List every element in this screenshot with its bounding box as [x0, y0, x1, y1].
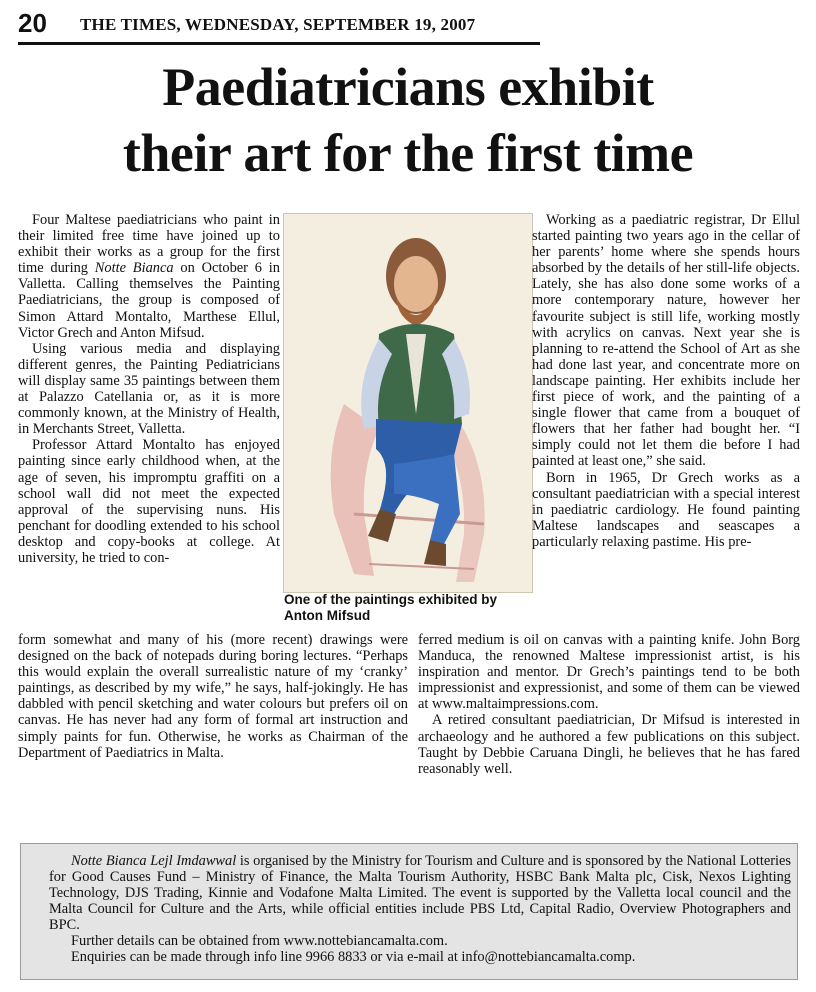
further-details-line: Further details can be obtained from www.nottebiancamalta.com. — [71, 933, 448, 949]
paragraph-attard-montalto-continued: form somewhat and many of his (more recent) drawings were designed on the back of notepads during boring lectures. “Perhaps this would explain the overall surrealistic nature of my ‘cranky’ paintings, as described by my wife,” he says, half-jokingly. He has dabbled with pencil sketching and water colours but prefers oil on canvas. He has never had any form of formal art instruction and simply paints for fun. Otherwise, he works as Chairman of the Department of Paediatrics in Malta. — [18, 632, 408, 761]
page-number: 20 — [18, 8, 47, 38]
paragraph-venue: Using various media and displaying different genres, the Painting Pediatricians will display same 35 paintings between them at Palazzo Catellania or, as it is more commonly known, at the Ministry of Health, in Merchants Street, Valletta. — [18, 340, 280, 438]
headline-line-2: their art for the first time — [122, 123, 694, 183]
masthead — [18, 8, 540, 45]
publication-line: THE TIMES, WEDNESDAY, SEPTEMBER 19, 2007 — [80, 15, 476, 34]
event-full-name-italic: Notte Bianca Lejl Imdawwal — [71, 853, 237, 869]
paragraph-mifsud: A retired consultant paediatrician, Dr Mifsud is interested in archaeology and he authored a few publications on this subject. Taught by Debbie Caruana Dingli, he believes that he has fared reasonably well. — [418, 712, 800, 777]
paragraph-grech-continued: ferred medium is oil on canvas with a painting knife. John Borg Manduca, the renowned Maltese impressionist artist, is his inspiration and mentor. Dr Grech’s paintings tend to be both impressionist and expressionist, and some of them can be viewed at www.maltaimpressions.com. — [418, 632, 800, 713]
headline — [0, 54, 816, 186]
article-left-bottom — [18, 632, 408, 761]
intro-text-start: Four Maltese paediatricians who paint in their limited free time have joined up to exhibit their works as a group for the first time during — [18, 212, 280, 277]
event-name-italic: Notte Bianca — [94, 260, 174, 277]
photo-caption: One of the paintings exhibited by Anton Mifsud — [284, 592, 498, 623]
intro-text-end: on October 6 in Valletta. Calling themselves the Painting Paediatricians, the group is composed of Simon Attard Montalto, Marthese Ellul, Victor Grech and Anton Mifsud. — [18, 260, 280, 341]
article-left-column — [18, 212, 280, 566]
paragraph-intro — [18, 212, 280, 341]
enquiries-line: Enquiries can be made through info line 9966 8833 or via e-mail at info@nottebiancamalta.comp. — [71, 949, 636, 965]
sponsors-text: is organised by the Ministry for Tourism and Culture and is sponsored by the National Lotteries for Good Causes Fund – Ministry of Finance, the Malta Tourism Authority, HSBC Bank Malta plc, Cisk, Nexos Lighting Technology, DJS Trading, Kinnie and Vodafone Malta Limited. The event is supported by the Valletta local council and the Malta Council for Culture and the Arts, while official entities include PBS Ltd, Capital Radio, Overview Photographers and BPC. — [49, 853, 791, 933]
paragraph-attard-montalto: Professor Attard Montalto has enjoyed painting since early childhood when, at the age of seven, his impromptu graffiti on a school wall did not meet the expected approval of the supervising nuns. His penchant for doodling extended to his school desktop and copy-books at college. At university, he tried to con- — [18, 437, 280, 566]
info-box-sponsors — [49, 853, 791, 933]
info-box — [20, 843, 798, 980]
headline-line-1: Paediatricians exhibit — [162, 57, 654, 117]
painting-illustration — [284, 214, 532, 592]
paragraph-grech: Born in 1965, Dr Grech works as a consultant paediatrician with a special interest in paediatric cardiology. He found painting Maltese landscapes and seascapes a particularly relaxing pastime. His pre- — [532, 469, 800, 550]
paragraph-ellul: Working as a paediatric registrar, Dr Ellul started painting two years ago in the cellar of her parents’ home where she spends hours absorbed by the details of her still-life objects. Lately, she has also done some works of a more contemporary nature, however her favourite subject is still life, working mostly with acrylics on canvas. Next year she is planning to re-attend the School of Art as she had done last year, and concentrate more on landscape painting. Her exhibits include her first piece of work, and the painting of a single flower that came from a bouquet of flowers that her father had bought her. “I simply could not let them die before I had painted at least one,” she said. — [532, 212, 800, 470]
painting-image — [283, 213, 533, 593]
article-bottom-right — [418, 632, 800, 777]
article-right-column — [532, 212, 800, 550]
info-box-text — [49, 853, 791, 965]
